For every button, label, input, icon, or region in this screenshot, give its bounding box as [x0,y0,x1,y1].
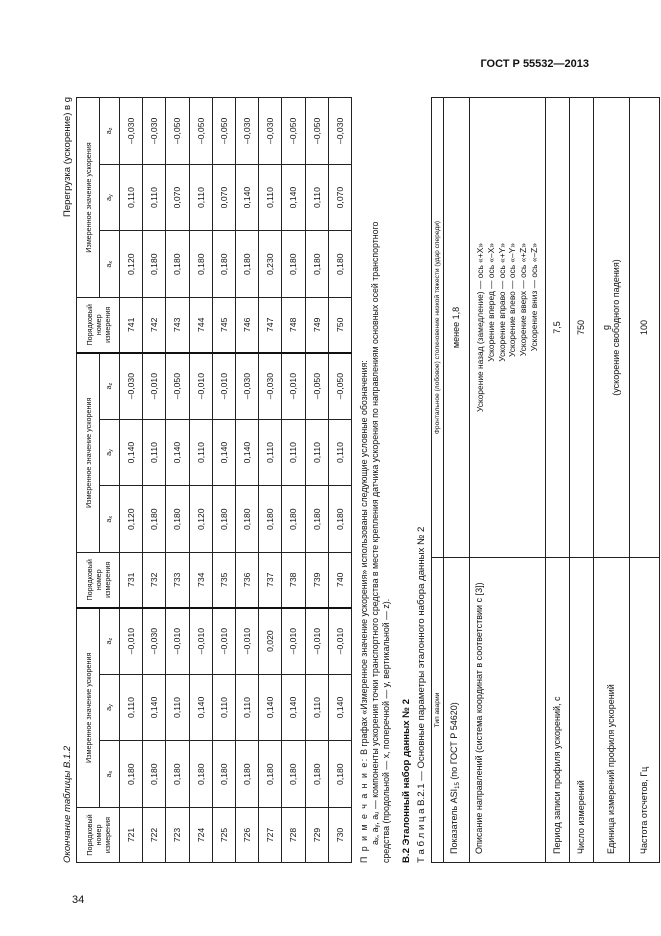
cell-az: –0,030 [235,98,258,165]
table-row [166,98,189,863]
cell-ay: 0,110 [235,674,258,741]
note-text-1: В графах «Измеренное значение ускорения» использованы следующие условные обозначения: [358,360,369,755]
cell-ordinal: 729 [305,808,328,863]
cell-ay: 0,140 [235,419,258,486]
cell-ay: 0,140 [212,419,235,486]
param-directions-value [469,98,545,558]
cell-ax: 0,180 [328,231,351,298]
cell-ax: 0,180 [305,741,328,808]
param-count-label: Число измерений [569,558,593,863]
cell-ordinal: 727 [259,808,282,863]
table-row [259,98,282,863]
param-directions-label: Описание направлений (система координат в соответствии с [3]) [469,558,545,863]
cell-ax: 0,180 [212,231,235,298]
page-number: 34 [72,894,85,906]
cell-az: –0,050 [212,98,235,165]
cell-az: –0,010 [235,608,258,675]
cell-ax: 0,180 [189,231,212,298]
cell-ay: 0,110 [328,419,351,486]
param-frequency-label: Частота отсчетов, Гц [629,558,659,863]
cell-ay: 0,110 [259,164,282,231]
cell-ax: 0,180 [166,231,189,298]
cell-ordinal: 723 [166,808,189,863]
cell-az: –0,010 [305,608,328,675]
cell-az: –0,050 [166,98,189,165]
cell-ax: 0,180 [282,486,305,553]
header-az: az [100,608,120,675]
cell-az: –0,010 [328,608,351,675]
cell-ordinal: 736 [235,553,258,608]
cell-ax: 0,180 [189,741,212,808]
cell-ordinal: 737 [259,553,282,608]
direction-item: Ускорение вперед — ось «–X» [485,243,496,362]
cell-ay: 0,110 [305,674,328,741]
cell-ay: 0,110 [166,674,189,741]
header-measured-3: Измеренное значение ускорения [77,98,100,298]
cell-az: –0,010 [120,608,143,675]
header-az: az [100,98,120,165]
param-unit-value [593,98,629,558]
header-measured-1: Измеренное значение ускорения [77,608,100,808]
direction-item: Ускорение вверх — ось «+Z» [518,243,529,357]
cell-ordinal: 748 [282,298,305,353]
cell-ordinal: 721 [120,808,143,863]
cell-ordinal: 745 [212,298,235,353]
cell-az: –0,030 [120,353,143,420]
cell-az: –0,010 [212,608,235,675]
cell-ay: 0,110 [305,164,328,231]
cell-ordinal: 741 [120,298,143,353]
table-row [212,98,235,863]
param-asi-value: менее 1,8 [443,98,469,558]
cell-ordinal: 749 [305,298,328,353]
table-row [235,98,258,863]
cell-az: –0,010 [189,608,212,675]
table-row [629,98,659,863]
cell-ay: 0,140 [328,674,351,741]
table-note [359,97,392,863]
cell-az: –0,010 [282,353,305,420]
cell-ax: 0,180 [305,231,328,298]
header-accident-value: Фронтальное (лобовое) столкновение низкой тяжести (удар спереди) [431,98,443,558]
cell-ordinal: 743 [166,298,189,353]
header-az: az [100,353,120,420]
rotated-content [57,97,650,863]
cell-ay: 0,140 [166,419,189,486]
cell-ay: 0,140 [282,164,305,231]
cell-ax: 0,180 [235,741,258,808]
cell-ax: 0,180 [143,486,166,553]
table-continuation-caption: Окончание таблицы В.1.2 [62,745,73,863]
direction-item: Ускорение влево — ось «–Y» [507,243,518,357]
table-row [305,98,328,863]
cell-ax: 0,180 [143,741,166,808]
cell-ordinal: 725 [212,808,235,863]
header-ordinal-3: Порядковый номер измерения [77,298,120,353]
cell-ordinal: 739 [305,553,328,608]
cell-ay: 0,140 [143,674,166,741]
section-b2-title: В.2 Эталонный набор данных № 2 [400,699,412,863]
cell-az: –0,030 [143,608,166,675]
cell-ax: 0,180 [120,741,143,808]
cell-ay: 0,110 [212,674,235,741]
cell-ordinal: 742 [143,298,166,353]
header-ay: ay [100,419,120,486]
header-ordinal-1: Порядковый номер измерения [77,808,120,863]
cell-ax: 0,180 [166,486,189,553]
cell-ay: 0,110 [282,419,305,486]
cell-ay: 0,110 [143,164,166,231]
table-row [189,98,212,863]
header-ax: ax [100,741,120,808]
cell-ay: 0,140 [120,419,143,486]
table-row [328,98,351,863]
direction-item: Ускорение назад (замедление) — ось «+X» [474,243,485,412]
param-frequency-value: 100 [629,98,659,558]
cell-az: –0,030 [259,98,282,165]
cell-ordinal: 746 [235,298,258,353]
cell-az: –0,030 [235,353,258,420]
cell-az: –0,050 [305,98,328,165]
cell-ordinal: 724 [189,808,212,863]
table-row [469,98,545,863]
cell-ordinal: 738 [282,553,305,608]
cell-az: –0,030 [328,98,351,165]
cell-ax: 0,180 [235,231,258,298]
cell-ay: 0,070 [328,164,351,231]
document-header: ГОСТ Р 55532—2013 [480,58,589,70]
cell-az: –0,050 [189,98,212,165]
table-header-row [431,98,443,863]
cell-az: –0,010 [189,353,212,420]
cell-ax: 0,180 [259,486,282,553]
cell-ax: 0,180 [143,231,166,298]
cell-ay: 0,070 [166,164,189,231]
cell-ax: 0,180 [166,741,189,808]
cell-ordinal: 735 [212,553,235,608]
cell-ay: 0,110 [189,164,212,231]
table-row [143,98,166,863]
cell-ordinal: 731 [120,553,143,608]
cell-ay: 0,110 [189,419,212,486]
overload-unit-caption: Перегрузка (ускорение) в g [62,97,73,217]
cell-az: –0,010 [166,608,189,675]
cell-ordinal: 747 [259,298,282,353]
cell-ordinal: 744 [189,298,212,353]
header-ay: ay [100,164,120,231]
table-row [120,98,143,863]
cell-ax: 0,230 [259,231,282,298]
cell-ay: 0,110 [259,419,282,486]
header-accident-type: Тип аварии [431,558,443,863]
cell-ax: 0,180 [328,486,351,553]
cell-az: –0,010 [282,608,305,675]
cell-ay: 0,110 [120,164,143,231]
header-ax: ax [100,486,120,553]
header-ax: ax [100,231,120,298]
table-row [282,98,305,863]
cell-az: –0,030 [143,98,166,165]
cell-ay: 0,140 [259,674,282,741]
acceleration-table [76,97,352,863]
cell-ax: 0,180 [305,486,328,553]
cell-ordinal: 734 [189,553,212,608]
note-line-2: aₓ, aᵧ, aᵤ — компоненты ускорения точки транспортного средства в месте крепления датчика ускорения по направлениям основных осей транспортного [369,221,380,845]
table-row [593,98,629,863]
direction-item: Ускорение вправо — ось «+Y» [496,243,507,362]
cell-ordinal: 733 [166,553,189,608]
table-row [443,98,469,863]
note-prefix: П р и м е ч а н и е: [358,757,369,863]
cell-ax: 0,180 [328,741,351,808]
cell-ax: 0,120 [189,486,212,553]
cell-az: –0,050 [166,353,189,420]
cell-az: –0,050 [328,353,351,420]
header-ordinal-2: Порядковый номер измерения [77,553,120,608]
header-measured-2: Измеренное значение ускорения [77,353,100,553]
cell-ay: 0,140 [282,674,305,741]
param-period-label: Период записи профиля ускорений, с [545,558,569,863]
cell-ay: 0,110 [143,419,166,486]
table-b21-caption: Т а б л и ц а В.2.1 — Основные параметры эталонного набора данных № 2 [415,526,427,863]
cell-ordinal: 740 [328,553,351,608]
cell-ay: 0,110 [120,674,143,741]
cell-ay: 0,070 [212,164,235,231]
note-line-3: средства (продольной — x, поперечной — y, вертикальной — z). [380,598,391,863]
header-ay: ay [100,674,120,741]
cell-ax: 0,180 [212,741,235,808]
note-line-1 [359,97,370,863]
cell-az: 0,020 [259,608,282,675]
dataset-parameters-table [431,97,660,863]
cell-ax: 0,120 [120,486,143,553]
param-count-value: 750 [569,98,593,558]
cell-ordinal: 722 [143,808,166,863]
cell-ax: 0,180 [212,486,235,553]
cell-ay: 0,140 [235,164,258,231]
cell-ordinal: 730 [328,808,351,863]
cell-ax: 0,180 [282,741,305,808]
unit-description: (ускорение свободного падения) [611,259,622,396]
cell-ordinal: 750 [328,298,351,353]
table-row [569,98,593,863]
table-row [545,98,569,863]
cell-az: –0,050 [305,353,328,420]
cell-ax: 0,120 [120,231,143,298]
cell-ay: 0,110 [305,419,328,486]
cell-az: –0,010 [212,353,235,420]
cell-ordinal: 732 [143,553,166,608]
cell-ay: 0,140 [189,674,212,741]
cell-az: –0,030 [120,98,143,165]
cell-az: –0,030 [259,353,282,420]
cell-az: –0,010 [143,353,166,420]
cell-ordinal: 726 [235,808,258,863]
direction-item: Ускорение вниз — ось «–Z» [528,243,539,352]
param-asi-label: Показатель $ASI_{15}$ (по ГОСТ Р 54620) [443,558,469,863]
cell-ax: 0,180 [282,231,305,298]
cell-ax: 0,180 [235,486,258,553]
cell-ordinal: 728 [282,808,305,863]
table1-caption-row [57,97,73,863]
param-period-value: 7,5 [545,98,569,558]
cell-ax: 0,180 [259,741,282,808]
param-unit-label: Единица измерений профиля ускорений [593,558,629,863]
cell-az: –0,050 [282,98,305,165]
unit-symbol: g [601,325,612,331]
